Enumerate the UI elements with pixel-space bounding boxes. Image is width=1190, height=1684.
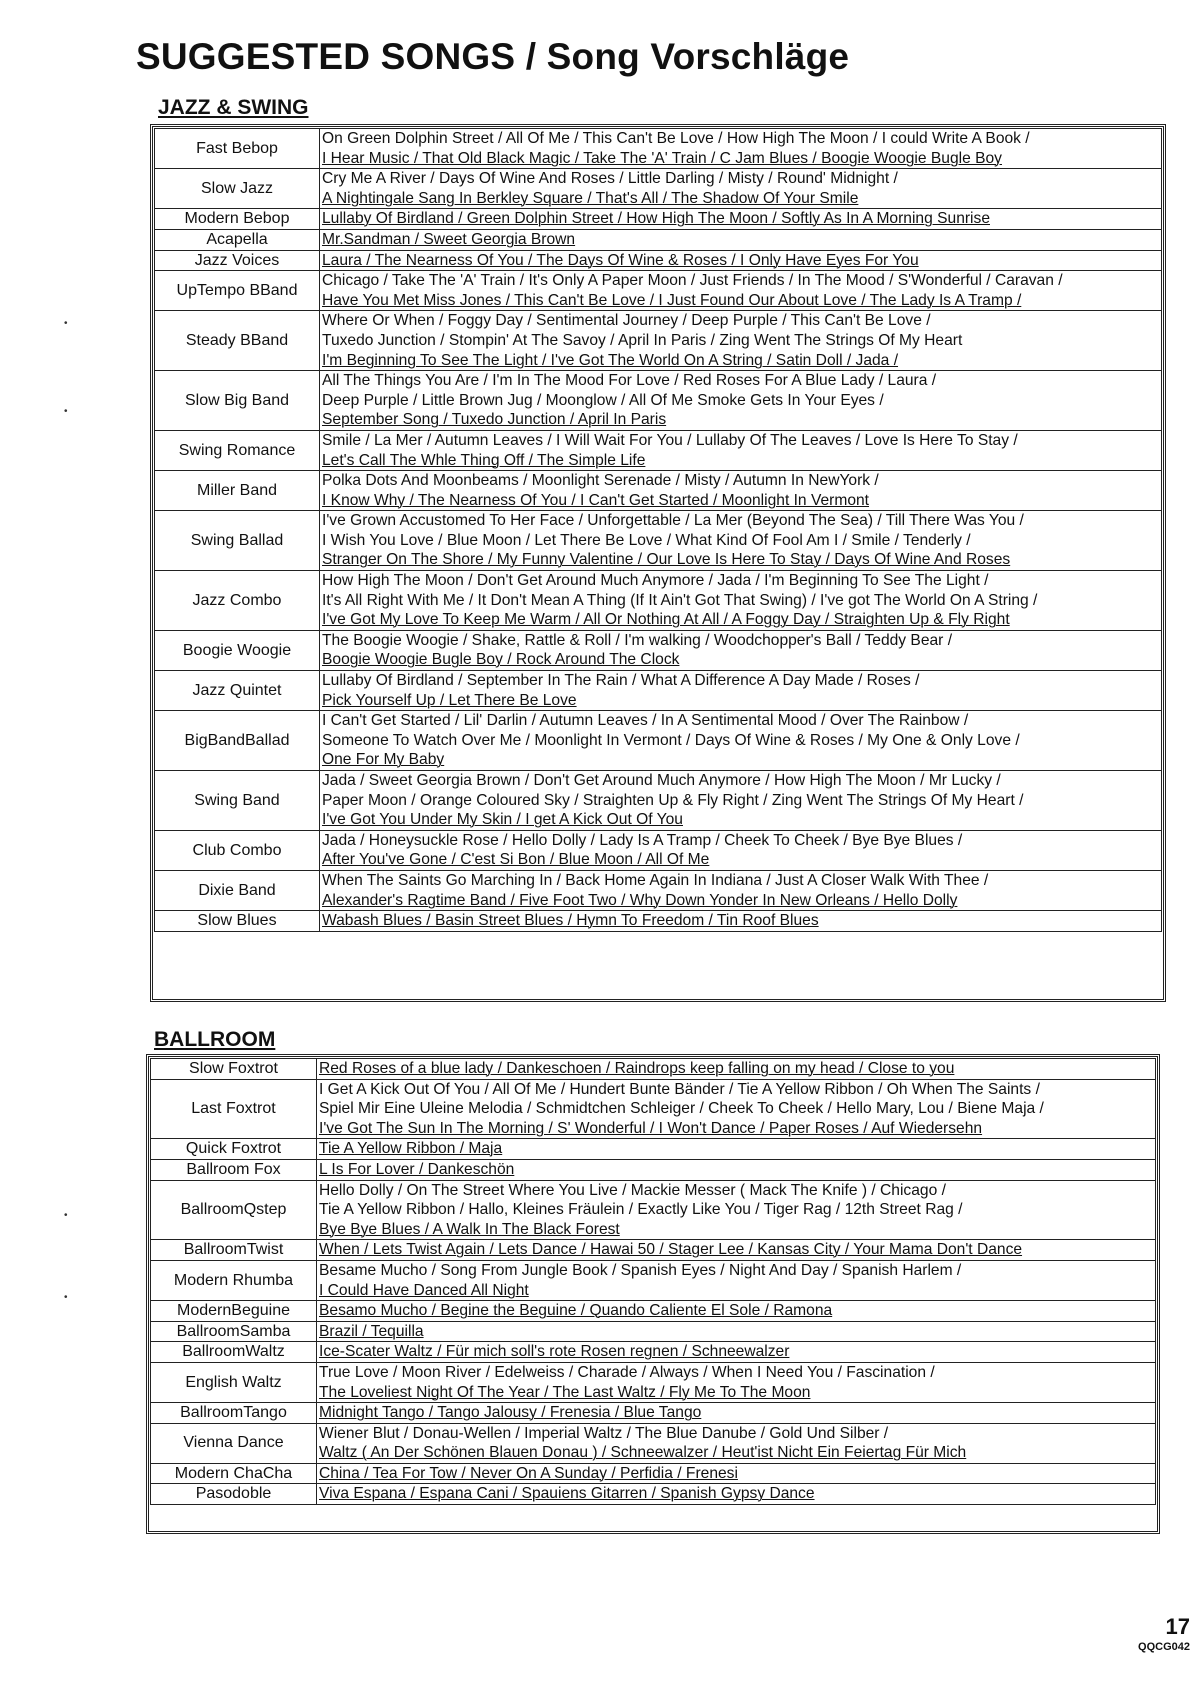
song-list-cell [320, 209, 1162, 230]
song-line: Tie A Yellow Ribbon / Maja [319, 1140, 503, 1158]
style-name-cell: Steady BBand [155, 311, 320, 371]
style-name-cell: Ballroom Fox [151, 1159, 317, 1180]
jazz-swing-table [154, 128, 1162, 932]
song-list-cell [317, 1403, 1156, 1424]
style-name-cell: BallroomTango [151, 1403, 317, 1424]
style-name-cell: Slow Foxtrot [151, 1059, 317, 1080]
song-list-cell [320, 371, 1162, 431]
table-row [155, 271, 1162, 311]
song-list-cell [317, 1321, 1156, 1342]
song-line: Mr.Sandman / Sweet Georgia Brown [322, 230, 576, 248]
song-list-cell [320, 571, 1162, 631]
margin-dot: • [64, 318, 68, 329]
style-name-cell: Last Foxtrot [151, 1079, 317, 1139]
song-list-cell [320, 169, 1162, 209]
song-line: Let's Call The Whle Thing Off / The Simple Life [322, 451, 646, 469]
song-list-cell [320, 830, 1162, 870]
song-line: Lullaby Of Birdland / September In The Rain / What A Difference A Day Made / Roses / [322, 672, 920, 690]
table-row [151, 1484, 1156, 1505]
margin-dot: • [64, 406, 68, 417]
song-line: Red Roses of a blue lady / Dankeschoen / Raindrops keep falling on my head / Close to you [319, 1060, 955, 1077]
table-row [151, 1321, 1156, 1342]
style-name-cell: Slow Big Band [155, 371, 320, 431]
section-heading-ballroom: BALLROOM [154, 1028, 276, 1051]
style-name-cell: Acapella [155, 229, 320, 250]
table-row [155, 129, 1162, 169]
table-row [155, 711, 1162, 771]
song-line: I've Got My Love To Keep Me Warm / All Or Nothing At All / A Foggy Day / Straighten Up & Fly Right [322, 611, 1010, 629]
song-line: Waltz ( An Der Schönen Blauen Donau ) / Schneewalzer / Heut'ist Nicht Ein Feiertag Für Mich [319, 1444, 967, 1462]
song-list-cell [320, 911, 1162, 932]
song-line: September Song / Tuxedo Junction / April In Paris [322, 411, 667, 429]
table-row [155, 671, 1162, 711]
table-row [155, 870, 1162, 910]
song-line: Besamo Mucho / Begine the Beguine / Quando Caliente El Sole / Ramona [319, 1302, 833, 1320]
song-line: It's All Right With Me / It Don't Mean A Thing (If It Ain't Got That Swing) / I've got The World On A String / [322, 591, 1038, 609]
table-row [155, 311, 1162, 371]
table-row [155, 571, 1162, 631]
style-name-cell: Jazz Voices [155, 250, 320, 271]
song-line: I Get A Kick Out Of You / All Of Me / Hundert Bunte Bänder / Tie A Yellow Ribbon / Oh When The Saints / [319, 1080, 1040, 1098]
song-line: I Can't Get Started / Lil' Darlin / Autumn Leaves / In A Sentimental Mood / Over The Rainbow / [322, 712, 969, 730]
song-line: Spiel Mir Eine Uleine Melodia / Schmidtchen Schleiger / Cheek To Cheek / Hello Mary, Lou / Biene Maja / [319, 1100, 1044, 1118]
song-line: After You've Gone / C'est Si Bon / Blue Moon / All Of Me [322, 851, 710, 869]
style-name-cell: Modern ChaCha [151, 1463, 317, 1484]
song-list-cell [317, 1484, 1156, 1505]
song-line: Hello Dolly / On The Street Where You Live / Mackie Messer ( Mack The Knife ) / Chicago / [319, 1181, 946, 1199]
song-line: Where Or When / Foggy Day / Sentimental Journey / Deep Purple / This Can't Be Love / [322, 312, 931, 330]
style-name-cell: BallroomTwist [151, 1240, 317, 1261]
song-list-cell [317, 1463, 1156, 1484]
song-line: The Boogie Woogie / Shake, Rattle & Roll / I'm walking / Woodchopper's Ball / Teddy Bear / [322, 631, 953, 649]
song-line: Jada / Sweet Georgia Brown / Don't Get Around Much Anymore / How High The Moon / Mr Lucky / [322, 772, 1001, 789]
song-line: Pick Yourself Up / Let There Be Love [322, 691, 577, 709]
song-line: Smile / La Mer / Autumn Leaves / I Will Wait For You / Lullaby Of The Leaves / Love Is Here To Stay / [322, 431, 1018, 449]
style-name-cell: Pasodoble [151, 1484, 317, 1505]
table-row [151, 1463, 1156, 1484]
song-list-cell [320, 129, 1162, 169]
table-row [155, 471, 1162, 511]
table-row [151, 1260, 1156, 1300]
song-list-cell [320, 511, 1162, 571]
song-list-cell [320, 430, 1162, 470]
style-name-cell: Fast Bebop [155, 129, 320, 169]
song-line: I'm Beginning To See The Light / I've Got The World On A String / Satin Doll / Jada / [322, 351, 899, 369]
song-list-cell [317, 1059, 1156, 1080]
song-line: I Wish You Love / Blue Moon / Let There Be Love / What Kind Of Fool Am I / Smile / Tenderly / [322, 531, 971, 549]
table-row [155, 911, 1162, 932]
page-title: SUGGESTED SONGS / Song Vorschläge [136, 36, 850, 77]
style-name-cell: Jazz Combo [155, 571, 320, 631]
style-name-cell: Modern Rhumba [151, 1260, 317, 1300]
table-row [155, 229, 1162, 250]
song-list-cell [320, 771, 1162, 831]
style-name-cell: Dixie Band [155, 870, 320, 910]
table-row [155, 511, 1162, 571]
song-list-cell [317, 1342, 1156, 1363]
song-line: Lullaby Of Birdland / Green Dolphin Street / How High The Moon / Softly As In A Morning Sunrise [322, 210, 990, 228]
song-line: Viva Espana / Espana Cani / Spauiens Gitarren / Spanish Gypsy Dance [319, 1485, 815, 1503]
song-line: I Hear Music / That Old Black Magic / Take The 'A' Train / C Jam Blues / Boogie Woogie Bugle Boy [322, 149, 1002, 167]
song-line: Wiener Blut / Donau-Wellen / Imperial Waltz / The Blue Danube / Gold Und Silber / [319, 1424, 889, 1442]
style-name-cell: BallroomSamba [151, 1321, 317, 1342]
document-code: QQCG042 [1138, 1641, 1190, 1653]
song-line: Bye Bye Blues / A Walk In The Black Forest [319, 1220, 620, 1238]
table-row [155, 630, 1162, 670]
song-list-cell [317, 1079, 1156, 1139]
table-row [151, 1240, 1156, 1261]
song-line: Tie A Yellow Ribbon / Hallo, Kleines Fräulein / Exactly Like You / Tiger Rag / 12th Street Rag / [319, 1201, 963, 1219]
table-row [151, 1139, 1156, 1160]
song-line: Chicago / Take The 'A' Train / It's Only A Paper Moon / Just Friends / In The Mood / S'Wonderful / Caravan / [322, 272, 1063, 290]
table-row [151, 1362, 1156, 1402]
song-line: When / Lets Twist Again / Lets Dance / Hawai 50 / Stager Lee / Kansas City / Your Mama Don't Dance [319, 1241, 1023, 1259]
song-line: Besame Mucho / Song From Jungle Book / Spanish Eyes / Night And Day / Spanish Harlem / [319, 1261, 962, 1279]
table-row [155, 209, 1162, 230]
song-list-cell [317, 1139, 1156, 1160]
style-name-cell: English Waltz [151, 1362, 317, 1402]
song-line: China / Tea For Tow / Never On A Sunday / Perfidia / Frenesi [319, 1464, 738, 1482]
table-row [151, 1423, 1156, 1463]
table-row [155, 771, 1162, 831]
table-row [151, 1342, 1156, 1363]
song-line: Paper Moon / Orange Coloured Sky / Straighten Up & Fly Right / Zing Went The Strings Of My Heart / [322, 791, 1024, 809]
song-line: I've Got You Under My Skin / I get A Kick Out Of You [322, 811, 683, 829]
song-list-cell [320, 311, 1162, 371]
song-list-cell [320, 870, 1162, 910]
song-list-cell [320, 630, 1162, 670]
style-name-cell: Quick Foxtrot [151, 1139, 317, 1160]
song-line: Jada / Honeysuckle Rose / Hello Dolly / Lady Is A Tramp / Cheek To Cheek / Bye Bye Blues / [322, 831, 963, 849]
style-name-cell: Slow Jazz [155, 169, 320, 209]
song-line: Midnight Tango / Tango Jalousy / Frenesia / Blue Tango [319, 1404, 702, 1422]
table-row [151, 1059, 1156, 1080]
table-row [151, 1301, 1156, 1322]
song-line: One For My Baby [322, 751, 445, 769]
song-line: Boogie Woogie Bugle Boy / Rock Around The Clock [322, 651, 680, 669]
table-row [155, 371, 1162, 431]
song-line: I Could Have Danced All Night [319, 1281, 529, 1299]
jazz-swing-table-frame [150, 124, 1166, 1002]
style-name-cell: BallroomWaltz [151, 1342, 317, 1363]
song-line: All The Things You Are / I'm In The Mood For Love / Red Roses For A Blue Lady / Laura / [322, 372, 937, 390]
style-name-cell: Vienna Dance [151, 1423, 317, 1463]
song-line: When The Saints Go Marching In / Back Home Again In Indiana / Just A Closer Walk With Thee / [322, 871, 989, 889]
song-list-cell [317, 1180, 1156, 1240]
song-line: Alexander's Ragtime Band / Five Foot Two / Why Down Yonder In New Orleans / Hello Dolly [322, 891, 958, 909]
song-list-cell [320, 711, 1162, 771]
song-list-cell [320, 271, 1162, 311]
style-name-cell: UpTempo BBand [155, 271, 320, 311]
song-line: Polka Dots And Moonbeams / Moonlight Serenade / Misty / Autumn In NewYork / [322, 472, 879, 490]
ballroom-table-frame [146, 1054, 1160, 1534]
style-name-cell: ModernBeguine [151, 1301, 317, 1322]
song-line: Laura / The Nearness Of You / The Days Of Wine & Roses / I Only Have Eyes For You [322, 251, 919, 269]
song-line: Tuxedo Junction / Stompin' At The Savoy / April In Paris / Zing Went The Strings Of My Heart [322, 331, 963, 349]
table-row [155, 250, 1162, 271]
style-name-cell: Modern Bebop [155, 209, 320, 230]
song-line: I Know Why / The Nearness Of You / I Can't Get Started / Moonlight In Vermont [322, 491, 870, 509]
song-line: Someone To Watch Over Me / Moonlight In Vermont / Days Of Wine & Roses / My One & Only Love / [322, 731, 1020, 749]
table-row [151, 1180, 1156, 1240]
song-line: On Green Dolphin Street / All Of Me / This Can't Be Love / How High The Moon / I could Write A Book / [322, 130, 1030, 147]
song-line: Stranger On The Shore / My Funny Valentine / Our Love Is Here To Stay / Days Of Wine And Roses [322, 551, 1011, 569]
song-line: Deep Purple / Little Brown Jug / Moonglow / All Of Me Smoke Gets In Your Eyes / [322, 391, 884, 409]
song-line: I've Got The Sun In The Morning / S' Wonderful / I Won't Dance / Paper Roses / Auf Wiedersehn [319, 1119, 983, 1137]
style-name-cell: Slow Blues [155, 911, 320, 932]
song-line: A Nightingale Sang In Berkley Square / That's All / The Shadow Of Your Smile [322, 189, 859, 207]
song-line: L Is For Lover / Dankeschön [319, 1160, 515, 1178]
song-line: Have You Met Miss Jones / This Can't Be Love / I Just Found Our About Love / The Lady Is A Tramp / [322, 291, 1022, 309]
style-name-cell: Boogie Woogie [155, 630, 320, 670]
margin-dot: • [64, 1292, 68, 1303]
song-line: The Loveliest Night Of The Year / The Last Waltz / Fly Me To The Moon [319, 1383, 811, 1401]
style-name-cell: Swing Ballad [155, 511, 320, 571]
style-name-cell: BigBandBallad [155, 711, 320, 771]
table-row [151, 1079, 1156, 1139]
section-heading-jazz-swing: JAZZ & SWING [158, 96, 309, 119]
song-list-cell [320, 671, 1162, 711]
table-row [151, 1159, 1156, 1180]
song-list-cell [320, 250, 1162, 271]
song-list-cell [320, 471, 1162, 511]
page-number: 17 [1165, 1614, 1190, 1639]
song-list-cell [317, 1159, 1156, 1180]
song-list-cell [317, 1240, 1156, 1261]
style-name-cell: Miller Band [155, 471, 320, 511]
style-name-cell: Jazz Quintet [155, 671, 320, 711]
song-line: Cry Me A River / Days Of Wine And Roses / Little Darling / Misty / Round' Midnight / [322, 170, 898, 188]
table-row [155, 430, 1162, 470]
song-line: Brazil / Tequilla [319, 1322, 424, 1340]
song-list-cell [320, 229, 1162, 250]
song-line: Ice-Scater Waltz / Für mich soll's rote Rosen regnen / Schneewalzer [319, 1343, 790, 1361]
song-list-cell [317, 1260, 1156, 1300]
style-name-cell: BallroomQstep [151, 1180, 317, 1240]
style-name-cell: Swing Romance [155, 430, 320, 470]
table-row [151, 1403, 1156, 1424]
style-name-cell: Club Combo [155, 830, 320, 870]
song-list-cell [317, 1301, 1156, 1322]
song-line: True Love / Moon River / Edelweiss / Charade / Always / When I Need You / Fascination / [319, 1363, 935, 1381]
margin-dot: • [64, 1210, 68, 1221]
song-list-cell [317, 1362, 1156, 1402]
style-name-cell: Swing Band [155, 771, 320, 831]
table-row [155, 830, 1162, 870]
table-row [155, 169, 1162, 209]
song-line: How High The Moon / Don't Get Around Much Anymore / Jada / I'm Beginning To See The Light / [322, 572, 989, 590]
song-line: I've Grown Accustomed To Her Face / Unforgettable / La Mer (Beyond The Sea) / Till There Was You / [322, 512, 1024, 530]
ballroom-table [150, 1058, 1156, 1505]
song-line: Wabash Blues / Basin Street Blues / Hymn To Freedom / Tin Roof Blues [322, 912, 819, 930]
song-list-cell [317, 1423, 1156, 1463]
